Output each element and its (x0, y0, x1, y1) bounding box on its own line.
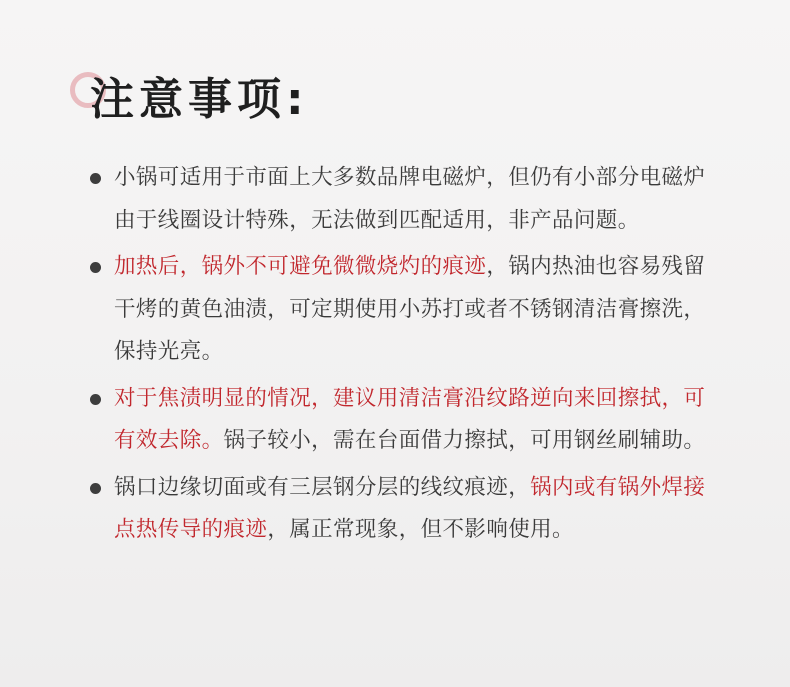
bullet-icon (90, 173, 101, 184)
notice-text: 小锅可适用于市面上大多数品牌电磁炉，但仍有小部分电磁炉由于线圈设计特殊，无法做到匹配适用，非产品问题。 (114, 165, 706, 233)
notice-text: 锅口边缘切面或有三层钢分层的线纹痕迹， (114, 474, 531, 500)
bullet-icon (90, 262, 101, 273)
notice-text: ，锅内热油也容易残留干烤的黄色油渍，可定期使用小苏打或者不锈钢清洁膏擦洗，保持光亮。 (114, 254, 706, 364)
highlight-text: 加热后，锅外不可避免微微烧灼的痕迹 (114, 254, 487, 279)
notice-list (86, 157, 706, 556)
bullet-icon (90, 483, 101, 494)
notice-item (86, 246, 706, 374)
highlight-text: 对于焦渍明显的情况，建议用清洁膏沿纹路逆向来回擦拭，可有效去除。 (114, 385, 706, 453)
notice-text: ，属正常现象，但不影响使用。 (267, 517, 574, 542)
highlight-text: 锅内或有锅外焊接点热传导的痕迹 (114, 474, 706, 542)
title-block (68, 68, 388, 138)
bullet-icon (90, 394, 101, 405)
notice-text: 锅子较小，需在台面借力擦拭，可用钢丝刷辅助。 (223, 428, 706, 453)
notice-item (86, 157, 706, 242)
notice-item (86, 467, 706, 552)
page-title: 注意事项: (90, 74, 309, 125)
notice-item (86, 378, 706, 463)
